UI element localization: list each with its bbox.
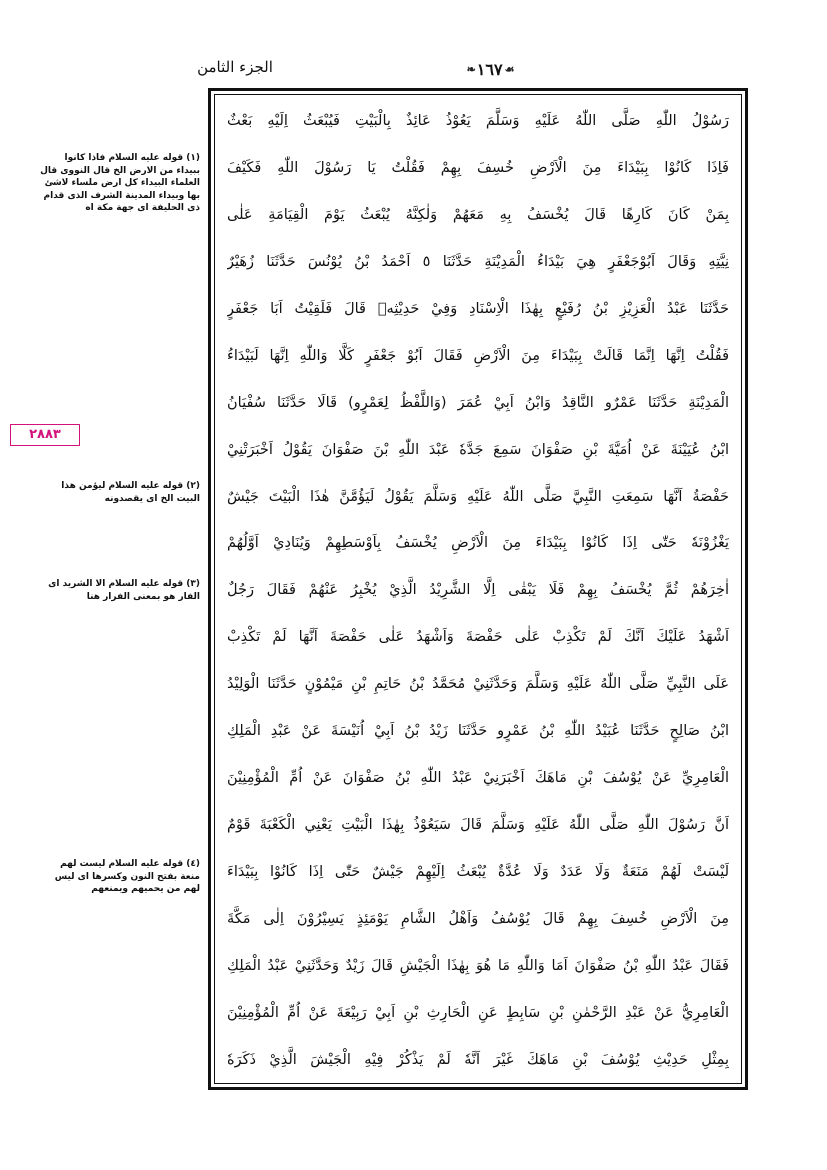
marginal-note-2 bbox=[40, 480, 200, 505]
text-line: نِيَّتِهِ وَقَالَ اَبُوْجَعْفَرٍ هِيَ بَيْدَاءُ الْمَدِيْنَةِ حَدَّثَنَا ٥ اَحْمَدُ بْنُ يُوْنُسَ حَدَّثَنَا زُهَيْرٌ bbox=[227, 253, 729, 270]
page-number: ١٦٧ bbox=[476, 59, 503, 79]
main-text-body bbox=[214, 94, 742, 1084]
text-line: يَغْزُوْنَهٗ حَتّٰى اِذَا كَانُوْا بِبَيْدَاءَ مِنَ الْاَرْضِ يُخْسَفُ بِاَوْسَطِهِمْ وَيُنَادِيْ اَوَّلُهُمْ bbox=[227, 535, 729, 552]
note-text: قوله عليه السلام فاذا كانوا ببيداء من الارض الخ قال النووى قال العلماء البيداء كل ارض ملساء لاشئ بها وبيداء المدينة الشرف الذى قدام ذى الحليفة اى جهة مكة اه bbox=[40, 153, 200, 213]
text-line: مِنَ الْاَرْضِ خُسِفَ بِهِمْ قَالَ يُوْسُفُ وَاَهْلُ الشَّامِ يَوْمَئِذٍ يَسِيْرُوْنَ اِلٰى مَكَّةَ bbox=[227, 910, 729, 927]
text-line: الْعَامِرِيِّ عَنْ يُوْسُفَ بْنِ مَاهَكَ اَخْبَرَنِيْ عَبْدُ اللّٰهِ بْنُ صَفْوَانَ عَنْ اُمِّ الْمُؤْمِنِيْنَ bbox=[227, 770, 729, 787]
text-line: ابْنُ عُيَيْنَةَ عَنْ اُمَيَّةَ بْنِ صَفْوَانَ سَمِعَ جَدَّهٗ عَبْدَ اللّٰهِ بْنَ صَفْوَانَ يَقُوْلُ اَخْبَرَتْنِيْ bbox=[227, 441, 729, 458]
text-line: حَدَّثَنَا عَبْدُ الْعَزِيْزِ بْنُ رُفَيْعٍ بِهٰذَا الْاِسْنَادِ وَفِيْ حَدِيْثِهٖ قَالَ فَلَقِيْتُ اَبَا جَعْفَرٍ bbox=[227, 300, 729, 317]
text-line: فَاِذَا كَانُوْا بِبَيْدَاءَ مِنَ الْاَرْضِ خُسِفَ بِهِمْ فَقُلْتُ يَا رَسُوْلَ اللّٰهِ فَكَيْفَ bbox=[227, 159, 729, 176]
text-line: الْمَدِيْنَةِ حَدَّثَنَا عَمْرٌو النَّاقِدُ وَابْنُ اَبِيْ عُمَرَ (وَاللَّفْظُ لِعَمْرٍو) قَالَا حَدَّثَنَا سُفْيَانُ bbox=[227, 394, 729, 411]
note-text: قوله عليه السلام ليؤمن هذا البيت الخ اى يقصدونه bbox=[61, 481, 200, 504]
note-text: قوله عليه السلام الا الشريد اى الفار هو بمعنى الفرار هنا bbox=[48, 579, 200, 602]
main-text-frame bbox=[208, 88, 748, 1090]
text-line: اٰخِرَهُمْ ثُمَّ يُخْسَفُ بِهِمْ فَلَا يَبْقٰى اِلَّا الشَّرِيْدُ الَّذِيْ يُخْبِرُ عَنْهُمْ فَقَالَ رَجُلٌ bbox=[227, 582, 729, 599]
note-text: قوله عليه السلام ليست لهم منعة بفتح النون وكسرها اى ليس لهم من يحميهم ويمنعهم bbox=[54, 859, 200, 894]
hadith-number-badge: ٢٨٨٣ bbox=[10, 424, 80, 446]
part-title: الجزء الثامن bbox=[197, 58, 273, 76]
page-number-header bbox=[425, 56, 555, 82]
text-line: فَقُلْتُ اِنَّهَا اِنَّمَا قَالَتْ بِبَيْدَاءَ مِنَ الْاَرْضِ فَقَالَ اَبُوْ جَعْفَرٍ كَلَّا وَاللّٰهِ اِنَّهَا لَبَيْدَاءُ bbox=[227, 347, 729, 364]
text-line: رَسُوْلُ اللّٰهِ صَلَّى اللّٰهُ عَلَيْهِ وَسَلَّمَ يَعُوْذُ عَائِذٌ بِالْبَيْتِ فَيُبْعَثُ اِلَيْهِ بَعْثٌ bbox=[227, 113, 729, 129]
text-line: ابْنُ صَالِحٍ حَدَّثَنَا عُبَيْدُ اللّٰهِ بْنُ عَمْرٍو حَدَّثَنَا زَيْدُ بْنُ اَبِيْ اُنَيْسَةَ عَنْ عَبْدِ الْمَلِكِ bbox=[227, 723, 729, 740]
ornament-left-icon: ❧ bbox=[466, 62, 475, 76]
marginal-note-3 bbox=[40, 578, 200, 603]
marginal-note-1 bbox=[40, 152, 200, 215]
text-line: اَنَّ رَسُوْلَ اللّٰهِ صَلَّى اللّٰهُ عَلَيْهِ وَسَلَّمَ قَالَ سَيَعُوْذُ بِهٰذَا الْبَيْتِ يَعْنِي الْكَعْبَةَ قَوْمٌ bbox=[227, 817, 729, 834]
text-line: بِمِثْلِ حَدِيْثِ يُوْسُفَ بْنِ مَاهَكَ غَيْرَ اَنَّهٗ لَمْ يَذْكُرْ فِيْهِ الْجَيْشَ الَّذِيْ ذَكَرَهٗ bbox=[227, 1051, 729, 1068]
text-line: حَفْصَةُ اَنَّهَا سَمِعَتِ النَّبِيَّ صَلَّى اللّٰهُ عَلَيْهِ وَسَلَّمَ يَقُوْلُ لَيَؤُمَّنَّ هٰذَا الْبَيْتَ جَيْشٌ bbox=[227, 488, 729, 505]
text-line: عَلَى النَّبِيِّ صَلَّى اللّٰهُ عَلَيْهِ وَسَلَّمَ وَحَدَّثَنِيْ مُحَمَّدُ بْنُ حَاتِمِ بْنِ مَيْمُوْنٍ حَدَّثَنَا الْوَلِيْدُ bbox=[227, 676, 729, 693]
marginal-note-4 bbox=[40, 858, 200, 896]
note-number: (٤) bbox=[186, 859, 200, 869]
note-number: (١) bbox=[186, 153, 200, 163]
text-line: الْعَامِرِيُّ عَنْ عَبْدِ الرَّحْمٰنِ بْنِ سَابِطٍ عَنِ الْحَارِثِ بْنِ اَبِيْ رَبِيْعَةَ عَنْ اُمِّ الْمُؤْمِنِيْنَ bbox=[227, 1004, 729, 1021]
ornament-right-icon: ☙ bbox=[504, 62, 514, 76]
text-line: فَقَالَ عَبْدُ اللّٰهِ بْنُ صَفْوَانَ اَمَا وَاللّٰهِ مَا هُوَ بِهٰذَا الْجَيْشِ قَالَ زَيْدٌ وَحَدَّثَنِيْ عَبْدُ الْمَلِكِ bbox=[227, 957, 729, 974]
note-number: (٣) bbox=[186, 579, 200, 589]
note-number: (٢) bbox=[186, 481, 200, 491]
text-line: بِمَنْ كَانَ كَارِهًا قَالَ يُخْسَفُ بِهِ مَعَهُمْ وَلٰكِنَّهُ يُبْعَثُ يَوْمَ الْقِيَامَةِ عَلٰى bbox=[227, 206, 729, 223]
text-line: لَيْسَتْ لَهُمْ مَنَعَةٌ وَلَا عَدَدٌ وَلَا عُدَّةٌ يُبْعَثُ اِلَيْهِمْ جَيْشٌ حَتّٰى اِذَا كَانُوْا بِبَيْدَاءَ bbox=[227, 864, 729, 880]
text-line: اَشْهَدُ عَلَيْكَ اَنَّكَ لَمْ تَكْذِبْ عَلٰى حَفْصَةَ وَاَشْهَدُ عَلٰى حَفْصَةَ اَنَّهَا لَمْ تَكْذِبْ bbox=[227, 629, 729, 646]
